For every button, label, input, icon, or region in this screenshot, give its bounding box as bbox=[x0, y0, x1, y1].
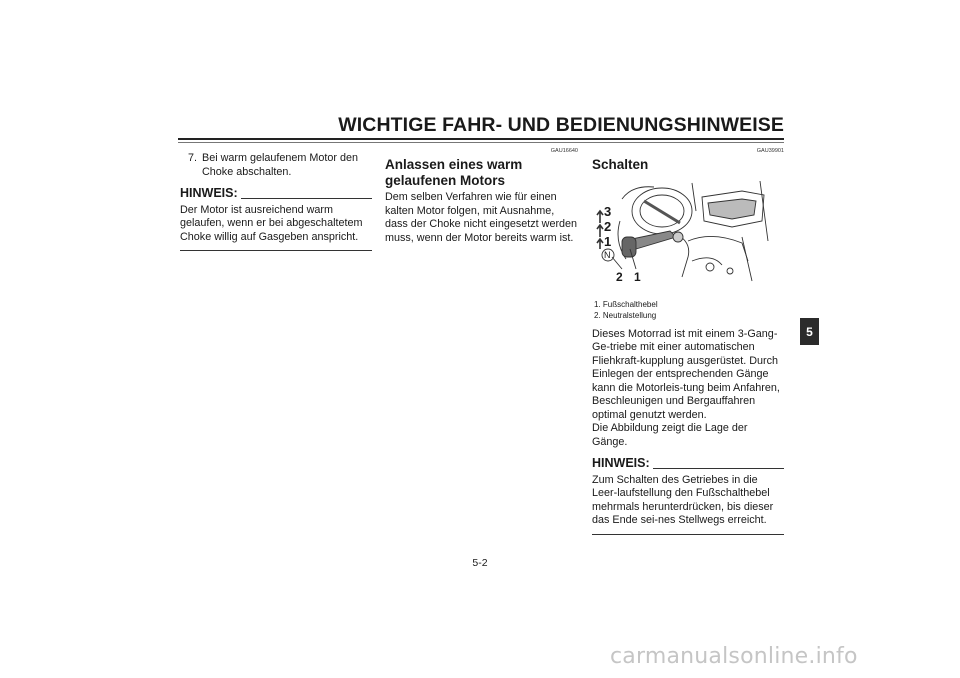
gear-label-2: 2 bbox=[604, 218, 612, 234]
note-text: Zum Schalten des Getriebes in die Leer-laufstellung den Fußschalthebel mehrmals herunterdrücken, bis dieser das Ende sei-nes Stellwegs erreicht. bbox=[592, 473, 774, 526]
section-title: Schalten bbox=[592, 157, 649, 172]
header-rule-thin bbox=[178, 142, 784, 143]
section-text: Dem selben Verfahren wie für einen kalten Motor folgen, mit Ausnahme, dass der Choke nicht eingesetzt werden muss, wenn der Motor bereits warm ist. bbox=[385, 191, 578, 244]
note-end-rule bbox=[180, 250, 372, 251]
header-rule bbox=[178, 138, 784, 140]
step-text: Bei warm gelaufenem Motor den Choke abschalten. bbox=[202, 152, 359, 178]
page-header-title: WICHTIGE FAHR- UND BEDIENUNGSHINWEISE bbox=[338, 114, 784, 136]
callout-2: 2 bbox=[616, 269, 623, 284]
note-label: HINWEIS: bbox=[592, 456, 650, 470]
right-column bbox=[592, 148, 784, 535]
legend-item: 2. Neutralstellung bbox=[594, 311, 657, 320]
note-end-rule bbox=[592, 534, 784, 535]
callout-1: 1 bbox=[634, 269, 641, 284]
note-text: Der Motor ist ausreichend warm gelaufen, wenn er bei abgeschaltetem Choke willig auf Gasgeben anspricht. bbox=[180, 203, 363, 243]
section-code: GAU16640 bbox=[550, 148, 578, 154]
gear-label-3: 3 bbox=[604, 203, 612, 219]
gear-label-1: 1 bbox=[604, 233, 612, 249]
section-title: Anlassen eines warm gelaufenen Motors bbox=[385, 157, 523, 188]
note-header bbox=[180, 187, 372, 201]
middle-column bbox=[385, 148, 578, 245]
legend-item: 1. Fußschalthebel bbox=[594, 299, 658, 309]
step-number: 7. bbox=[188, 152, 198, 164]
instruction-step bbox=[188, 152, 372, 179]
figure-legend bbox=[592, 299, 784, 322]
note-rule bbox=[653, 468, 784, 469]
shifting-paragraph: Dieses Motorrad ist mit einem 3-Gang-Ge-triebe mit einer automatischen Fliehkraft-kupplung ausgerüstet. Durch Einlegen der entsprechenden Gänge kann die Motorleis-tung beim Anfahren, Beschleunigen und Bergauffahren optimal genutzt werden. bbox=[592, 327, 780, 421]
note-header bbox=[592, 457, 784, 471]
note-rule bbox=[241, 198, 372, 199]
shifting-paragraph-2: Die Abbildung zeigt die Lage der Gänge. bbox=[592, 422, 748, 448]
gear-shift-figure bbox=[592, 181, 772, 293]
watermark: carmanualsonline.info bbox=[610, 644, 858, 669]
section-code: GAU39901 bbox=[756, 148, 784, 154]
page-number: 5-2 bbox=[472, 557, 488, 569]
note-label: HINWEIS: bbox=[180, 186, 238, 200]
gear-label-neutral: N bbox=[604, 249, 611, 260]
left-column bbox=[180, 152, 372, 251]
chapter-tab: 5 bbox=[800, 318, 819, 345]
